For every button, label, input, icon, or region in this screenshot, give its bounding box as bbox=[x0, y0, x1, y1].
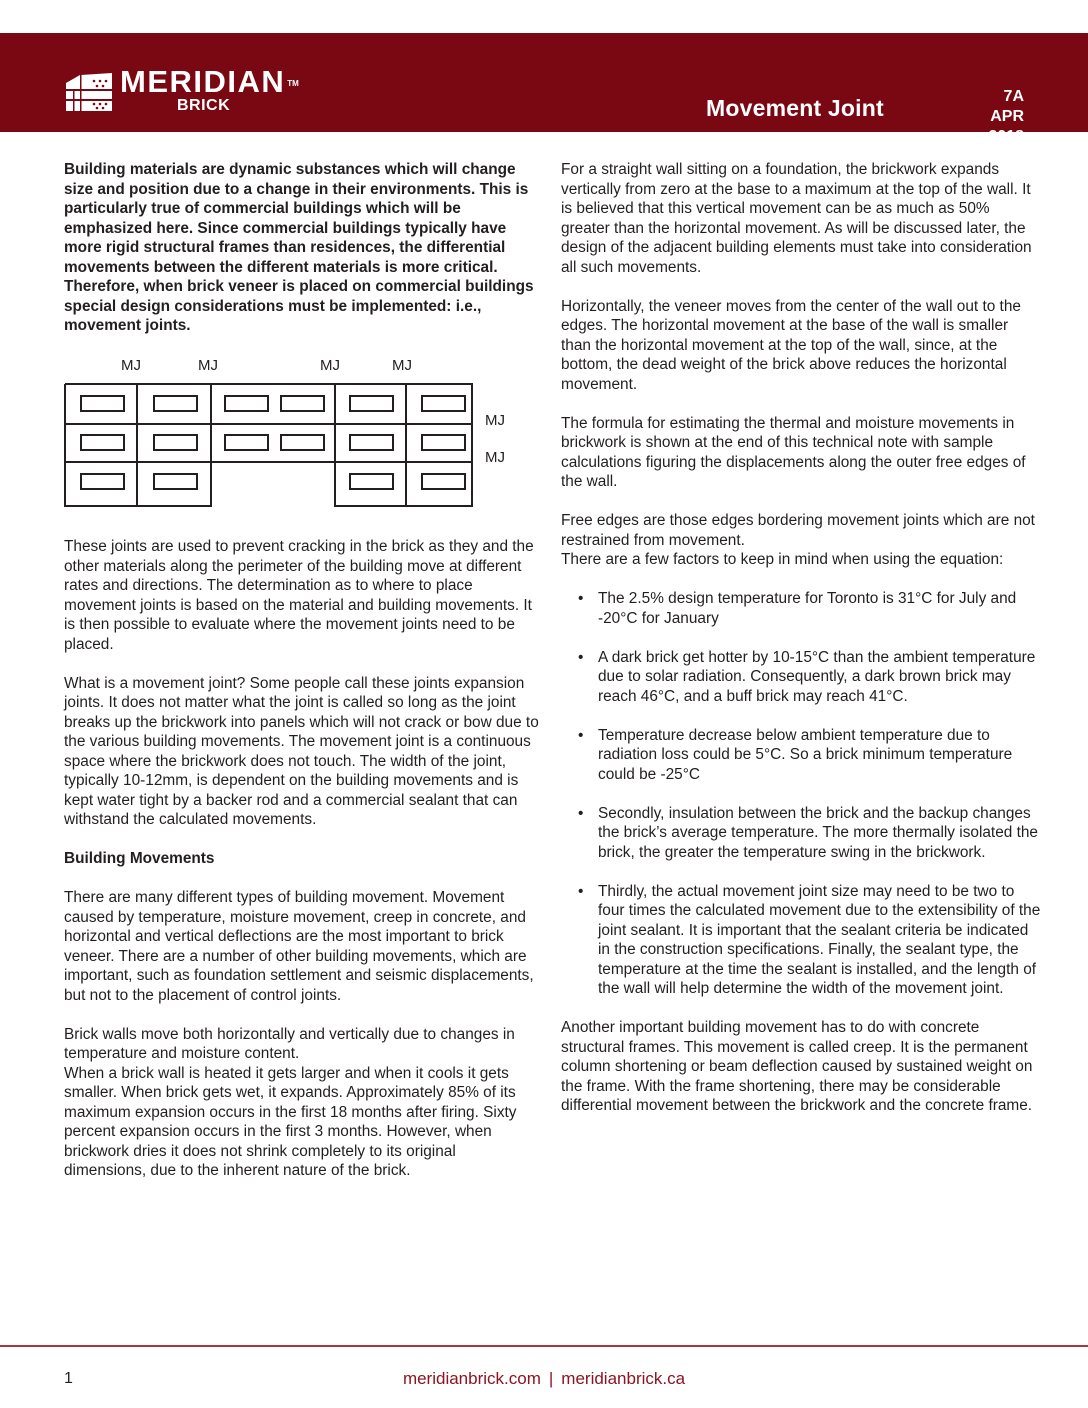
mj-label: MJ bbox=[392, 357, 412, 374]
paragraph: Horizontally, the veneer moves from the center of the wall out to the edges. The horizontal movement at the base of the wall is smaller than the horizontal movement at the top of the wall, since, at the bottom, the dead weight of the brick above reduces the horizontal movement. bbox=[561, 297, 1021, 393]
intro-paragraph: Building materials are dynamic substances which will change size and position due to a change in their environments. This is particularly true of commercial buildings which will be emphasized here. Since commercial buildings typically have more rigid structural frames than residences, the differential movements between the different materials is more critical. Therefore, when brick veneer is placed on commercial buildings special design considerations must be implemented: i.e., movement joints. bbox=[64, 161, 534, 334]
page-number: 1 bbox=[64, 1370, 73, 1387]
list-item: • A dark brick get hotter by 10-15°C than the ambient temperature due to solar radiation. Consequently, a dark brown brick may reach 46°C, and a buff brick may reach 41°C. bbox=[561, 648, 1041, 707]
meridian-brick-logo bbox=[64, 64, 299, 127]
mj-label: MJ bbox=[485, 449, 505, 466]
brand-name: MERIDIAN bbox=[120, 64, 286, 99]
website-link-com[interactable]: meridianbrick.com bbox=[402, 1369, 541, 1388]
left-column bbox=[64, 160, 542, 1200]
factors-list bbox=[561, 589, 1041, 999]
list-item: • Temperature decrease below ambient temperature due to radiation loss could be 5°C. So a brick minimum temperature could be -25°C bbox=[561, 726, 1041, 785]
right-column bbox=[561, 160, 1041, 1135]
paragraph: Brick walls move both horizontally and vertically due to changes in temperature and moisture content. bbox=[64, 1025, 515, 1062]
document-year: 2018 bbox=[988, 128, 1024, 145]
paragraph: These joints are used to prevent cracking in the brick as they and the other materials along the perimeter of the building move at different rates and directions. The determination as to where to place movement joints is based on the material and building movements. It is then possible to evaluate where the movement joints need to be placed. bbox=[64, 538, 534, 653]
paragraph: Free edges are those edges bordering movement joints which are not restrained from movement. bbox=[561, 512, 1035, 549]
document-title: Movement Joint bbox=[706, 95, 884, 121]
footer-divider bbox=[0, 1345, 1088, 1347]
list-item: • Secondly, insulation between the brick and the backup changes the brick’s average temperature. The more thermally isolated the brick, the greater the temperature swing in the brickwork. bbox=[561, 804, 1041, 863]
mj-label: MJ bbox=[121, 357, 141, 374]
paragraph: When a brick wall is heated it gets larger and when it cools it gets smaller. When brick gets wet, it expands. Approximately 85% of its maximum expansion occurs in the first 18 months after firing. Sixty percent expansion occurs in the first 3 months. However, when brickwork dries it does not shrink completely to its original dimensions, due to the inherent nature of the brick. bbox=[64, 1064, 517, 1179]
footer-links bbox=[0, 1369, 1088, 1389]
brick-building-logo-icon bbox=[64, 69, 114, 113]
paragraph: There are a few factors to keep in mind when using the equation: bbox=[561, 551, 1004, 568]
document-month: APR bbox=[990, 108, 1024, 125]
paragraph: For a straight wall sitting on a foundation, the brickwork expands vertically from zero at the base to a maximum at the top of the wall. It is believed that this vertical movement can be as much as 50% greater than the horizontal movement. As will be discussed later, the design of the adjacent building elements must take into consideration all such movements. bbox=[561, 161, 1032, 276]
list-item: • Thirdly, the actual movement joint size may need to be two to four times the calculated movement due to the extensibility of the joint sealant. It is important that the sealant criteria be indicated in the construction specifications. Finally, the sealant type, the temperature at the time the sealant is installed, and the length of the wall will help determine the width of the movement joint. bbox=[561, 882, 1041, 999]
mj-label: MJ bbox=[485, 412, 505, 429]
website-link-ca[interactable]: meridianbrick.ca bbox=[561, 1369, 686, 1388]
header-banner bbox=[0, 33, 1088, 145]
section-heading: Building Movements bbox=[64, 850, 215, 867]
list-item: • The 2.5% design temperature for Toronto is 31°C for July and -20°C for January bbox=[561, 589, 1041, 628]
paragraph: Another important building movement has to do with concrete structural frames. This movement is called creep. It is the permanent column shortening or beam deflection caused by sustained weight on the frame. With the frame shortening, there may be considerable differential movement between the brickwork and the concrete frame. bbox=[561, 1019, 1033, 1114]
movement-joint-diagram bbox=[64, 355, 534, 515]
brick-panel-diagram-icon bbox=[64, 355, 534, 515]
paragraph: There are many different types of building movement. Movement caused by temperature, moisture movement, creep in concrete, and horizontal and vertical deflections are the most important to brick veneer. There are a number of other building movements, which are important, such as foundation settlement and seismic displacements, but not to the placement of control joints. bbox=[64, 889, 534, 1004]
mj-label: MJ bbox=[198, 357, 218, 374]
trademark: TM bbox=[287, 79, 299, 88]
brand-sub: BRICK bbox=[177, 97, 231, 114]
paragraph: The formula for estimating the thermal and moisture movements in brickwork is shown at the end of this technical note with sample calculations figuring the displacements along the outer free edges of the wall. bbox=[561, 414, 1026, 490]
document-meta bbox=[988, 87, 1024, 147]
footer-separator: | bbox=[548, 1369, 554, 1388]
paragraph: What is a movement joint? Some people call these joints expansion joints. It does not matter what the joint is called so long as the joint breaks up the brickwork into panels which will not crack or bow due to the various building movements. The movement joint is a continuous space where the brickwork does not touch. The width of the joint, typically 10-12mm, is dependent on the building movements and is kept water tight by a backer rod and a commercial sealant that can withstand the calculated movements. bbox=[64, 674, 539, 828]
document-code: 7A bbox=[1003, 88, 1024, 105]
mj-label: MJ bbox=[320, 357, 340, 374]
